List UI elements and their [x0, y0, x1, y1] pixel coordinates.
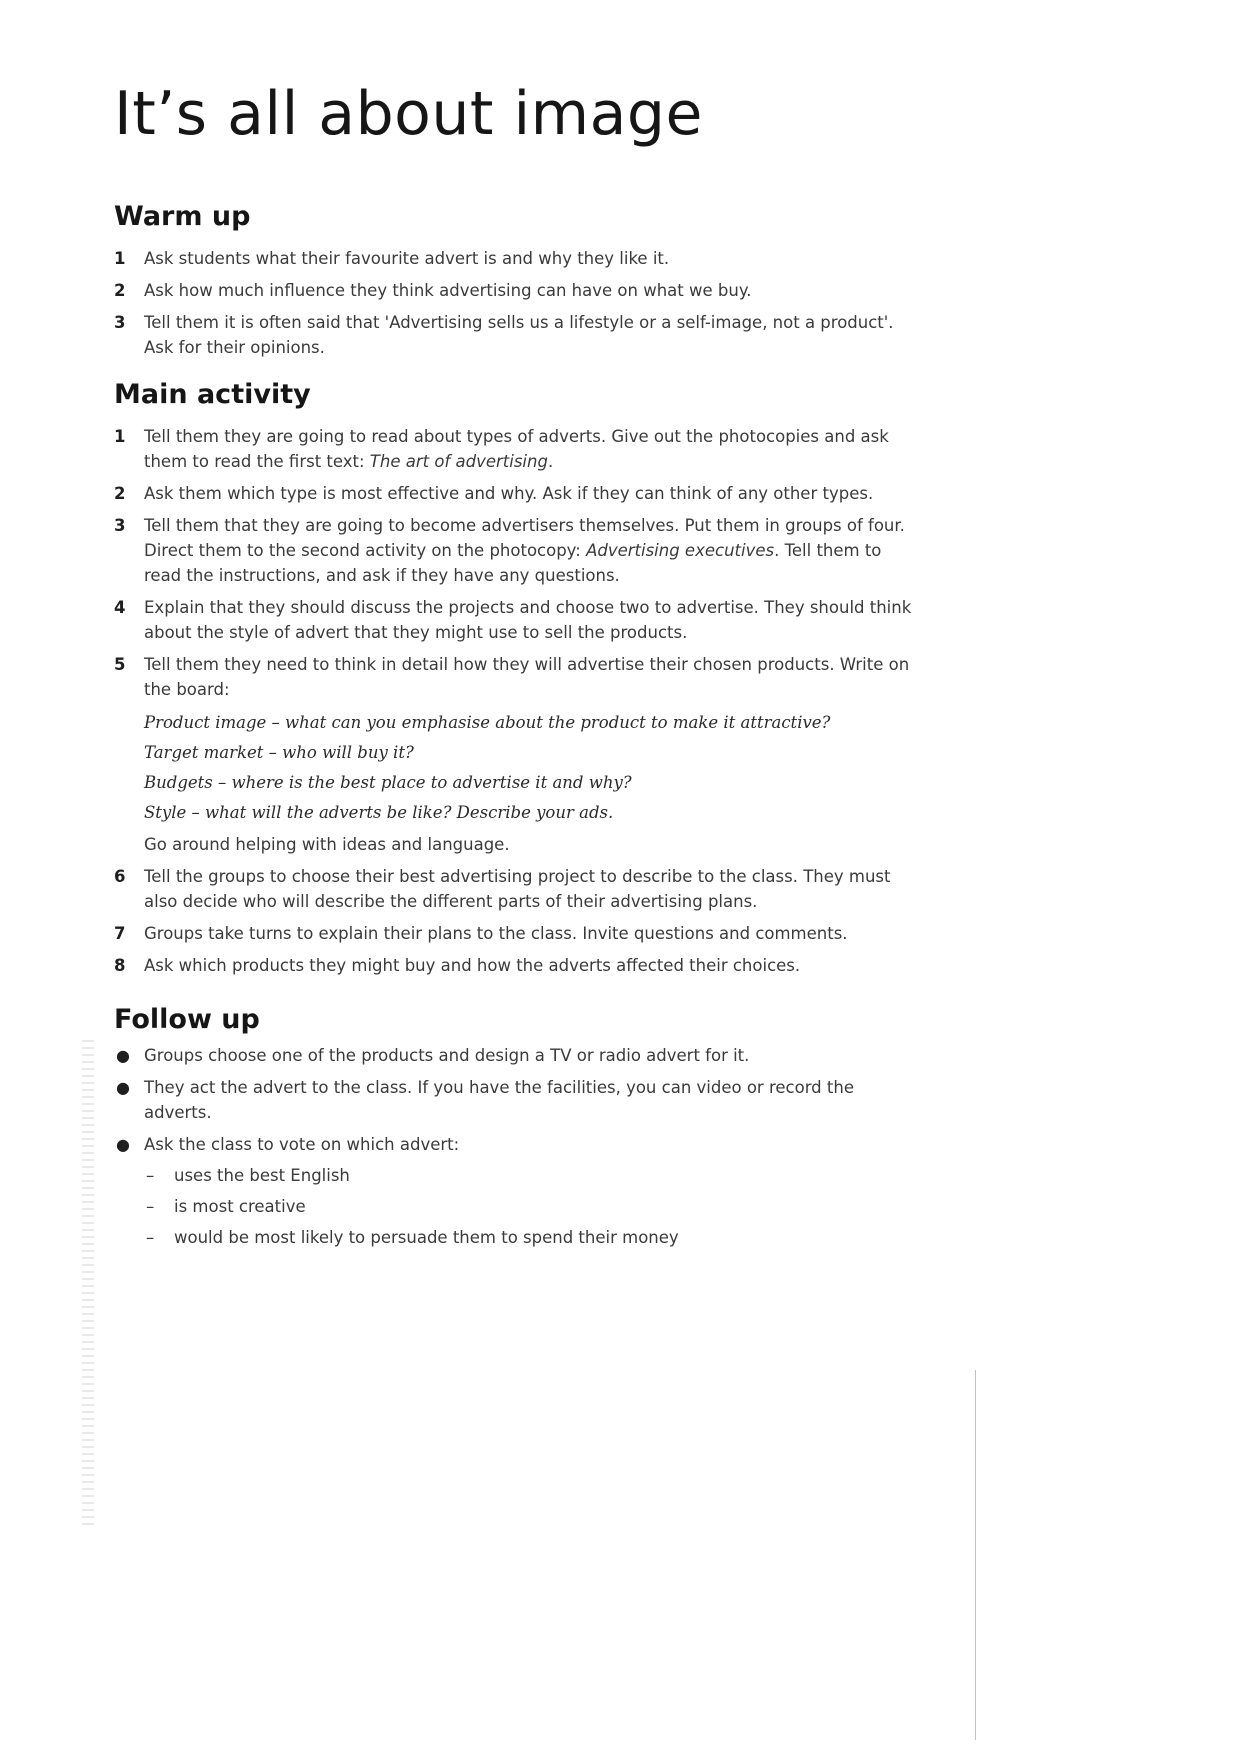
board-notes — [144, 708, 914, 828]
main-step-5 — [114, 652, 914, 857]
scan-artifact-right — [975, 1370, 976, 1740]
step-text: Ask students what their favourite advert is and why they like it. — [144, 249, 670, 268]
step-number: 5 — [114, 655, 126, 674]
step-text-part: . — [547, 452, 554, 471]
step-number: 8 — [114, 956, 126, 975]
dash-icon: – — [146, 1228, 155, 1247]
step-text: Ask which products they might buy and how the adverts affected their choices. — [144, 956, 801, 975]
warm-up-step-3 — [114, 310, 914, 360]
step-text: Tell them it is often said that 'Advertising sells us a lifestyle or a self-image, not a product'. Ask for their opinions. — [144, 313, 894, 357]
main-activity-section — [114, 378, 914, 985]
main-step-6 — [114, 864, 914, 914]
criterion-text: would be most likely to persuade them to spend their money — [174, 1228, 679, 1247]
step-number: 7 — [114, 924, 126, 943]
step-number: 1 — [114, 249, 126, 268]
bullet-text: Ask the class to vote on which advert: — [144, 1135, 460, 1154]
step-text: Tell the groups to choose their best advertising project to describe to the class. They must also decide who will describe the different parts of their advertising plans. — [144, 867, 891, 911]
follow-up-heading: Follow up — [114, 1004, 260, 1035]
follow-up-list — [114, 1043, 914, 1250]
vote-criterion-3 — [144, 1225, 914, 1250]
criterion-text: is most creative — [174, 1197, 306, 1216]
main-step-7 — [114, 921, 914, 946]
vote-criterion-1 — [144, 1163, 914, 1188]
dash-icon: – — [146, 1166, 155, 1185]
board-line-style: Style – what will the adverts be like? Describe your ads. — [144, 803, 614, 822]
bullet-icon: ● — [116, 1135, 130, 1154]
step-number: 4 — [114, 598, 126, 617]
main-step-4 — [114, 595, 914, 645]
step-text-part: Tell them that they are going to become advertisers themselves. Put them in groups of four. Direct them to the second activity on the photocopy: — [144, 516, 905, 560]
step-number: 6 — [114, 867, 126, 886]
warm-up-steps — [114, 246, 914, 360]
step-text — [144, 516, 905, 585]
text-title-italic: The art of advertising — [369, 452, 548, 471]
step-text-part: . Tell them to read the instructions, and ask if they have any questions. — [144, 541, 882, 585]
board-line-budgets: Budgets – where is the best place to advertise it and why? — [144, 773, 632, 792]
main-activity-heading: Main activity — [114, 379, 311, 410]
follow-up-item-1 — [114, 1043, 914, 1068]
main-step-2 — [114, 481, 914, 506]
dash-icon: – — [146, 1197, 155, 1216]
step-text: Ask them which type is most effective and why. Ask if they can think of any other types. — [144, 484, 874, 503]
step-number: 3 — [114, 516, 126, 535]
criterion-text: uses the best English — [174, 1166, 350, 1185]
activity-title-italic: Advertising executives — [586, 541, 775, 560]
main-step-1 — [114, 424, 914, 474]
main-step-8 — [114, 953, 914, 978]
warm-up-heading: Warm up — [114, 201, 251, 232]
step-number: 3 — [114, 313, 126, 332]
bullet-text: Groups choose one of the products and design a TV or radio advert for it. — [144, 1046, 750, 1065]
board-line-product-image: Product image – what can you emphasise about the product to make it attractive? — [144, 713, 831, 732]
bullet-icon: ● — [116, 1046, 130, 1065]
warm-up-section — [114, 200, 914, 367]
follow-up-item-3 — [114, 1132, 914, 1250]
page-title: It’s all about image — [114, 79, 703, 149]
step-text: Explain that they should discuss the projects and choose two to advertise. They should think about the style of advert that they might use to sell the products. — [144, 598, 912, 642]
step-number: 2 — [114, 281, 126, 300]
follow-up-section — [114, 1003, 914, 1257]
warm-up-step-2 — [114, 278, 914, 303]
vote-criteria-list — [144, 1163, 914, 1250]
step-text — [144, 427, 889, 471]
vote-criterion-2 — [144, 1194, 914, 1219]
main-step-3 — [114, 513, 914, 588]
board-line-target-market: Target market – who will buy it? — [144, 743, 414, 762]
bullet-text: They act the advert to the class. If you have the facilities, you can video or record the adverts. — [144, 1078, 854, 1122]
bullet-icon: ● — [116, 1078, 130, 1097]
follow-up-item-2 — [114, 1075, 914, 1125]
step-text-after-board: Go around helping with ideas and language. — [144, 835, 510, 854]
step-text: Tell them they need to think in detail how they will advertise their chosen products. Write on the board: — [144, 655, 910, 699]
step-number: 1 — [114, 427, 126, 446]
main-activity-steps — [114, 424, 914, 978]
warm-up-step-1 — [114, 246, 914, 271]
step-number: 2 — [114, 484, 126, 503]
step-text: Groups take turns to explain their plans to the class. Invite questions and comments. — [144, 924, 848, 943]
step-text-part: Tell them they are going to read about types of adverts. Give out the photocopies and ask them to read the first text: — [144, 427, 889, 471]
scan-artifact-left — [82, 1040, 94, 1530]
step-text: Ask how much influence they think advertising can have on what we buy. — [144, 281, 752, 300]
